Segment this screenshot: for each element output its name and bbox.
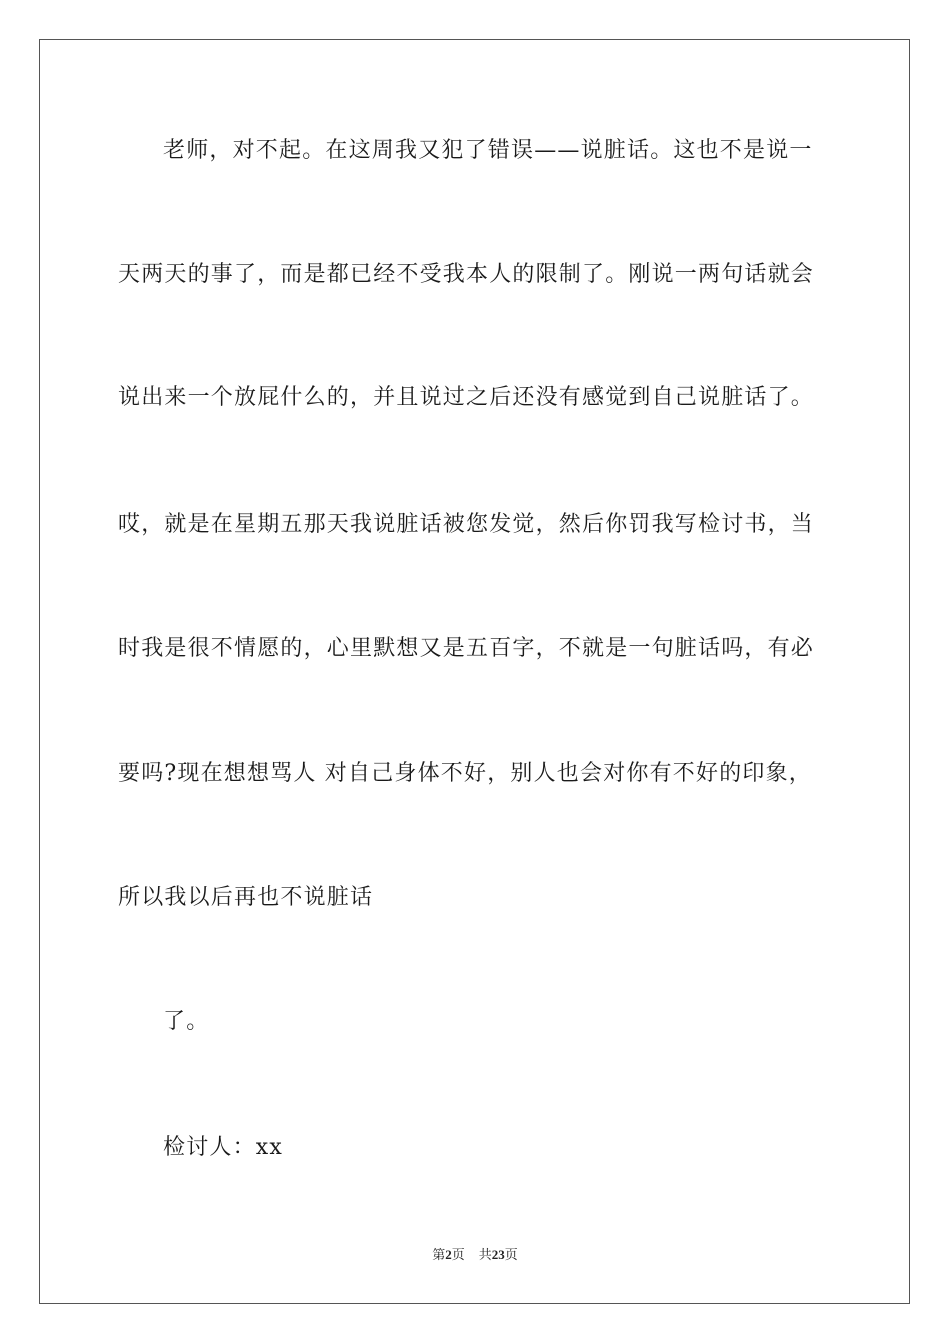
body-paragraph-line: 要吗?现在想想骂人 对自己身体不好，别人也会对你有不好的印象， [118, 761, 812, 786]
body-paragraph-line: 时我是很不情愿的，心里默想又是五百字，不就是一句脏话吗，有必 [118, 636, 815, 661]
footer-current-page: 2 [445, 1247, 452, 1262]
body-paragraph-line: 天两天的事了，而是都已经不受我本人的限制了。刚说一两句话就会 [118, 262, 815, 287]
body-paragraph-line: 哎，就是在星期五那天我说脏话被您发觉，然后你罚我写检讨书，当 [118, 512, 815, 537]
footer-total-unit: 页 [504, 1248, 518, 1263]
body-paragraph-line: 老师，对不起。在这周我又犯了错误——说脏话。这也不是说一 [163, 138, 813, 163]
page-footer [0, 1246, 950, 1265]
body-paragraph-line: 说出来一个放屁什么的，并且说过之后还没有感觉到自己说脏话了。 [118, 385, 815, 410]
signature-line: 检讨人：xx [163, 1135, 284, 1160]
footer-page-unit: 页 [451, 1248, 465, 1263]
footer-total-prefix: 共 [478, 1248, 492, 1263]
footer-page-prefix: 第 [432, 1248, 446, 1263]
footer-total-pages: 23 [491, 1247, 505, 1262]
page-border [39, 39, 910, 1304]
body-paragraph-line: 了。 [163, 1009, 210, 1034]
body-paragraph-line: 所以我以后再也不说脏话 [118, 885, 374, 910]
